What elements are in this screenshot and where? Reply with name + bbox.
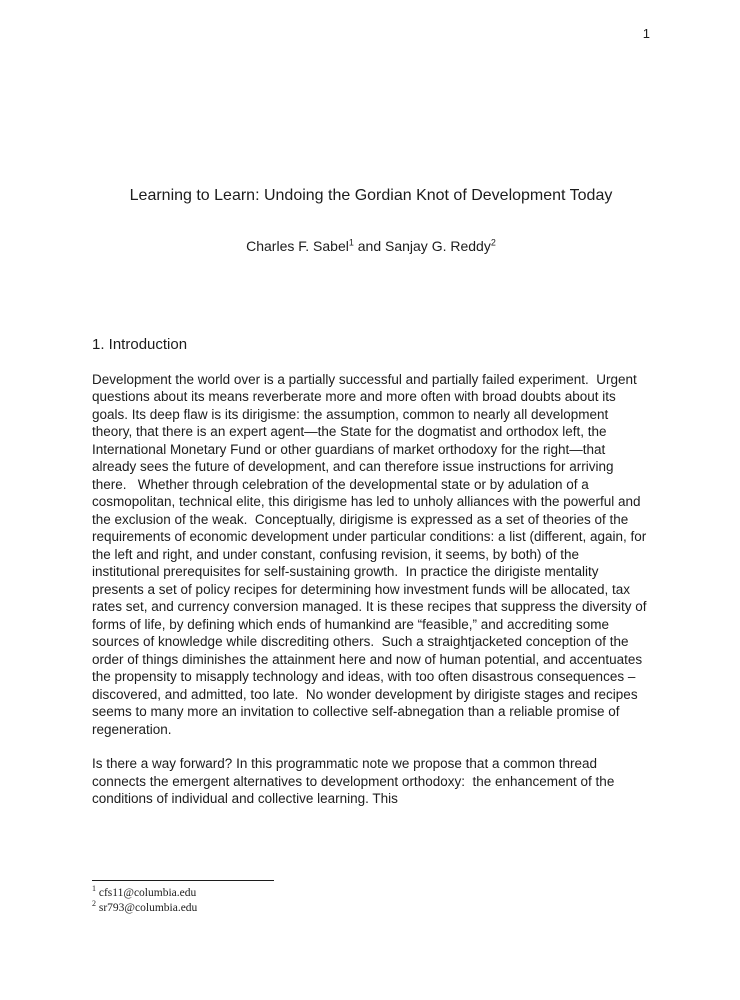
footnotes-section <box>92 880 650 916</box>
footnote-separator <box>92 880 274 881</box>
author-2-footnote-marker: 2 <box>490 237 496 248</box>
footnote-1-marker: 1 <box>92 884 96 894</box>
page-content <box>92 0 650 808</box>
author-connector: and <box>353 238 385 254</box>
footnote-2-marker: 2 <box>92 899 96 909</box>
paragraph-1: Development the world over is a partially successful and partially failed experiment. Urgent questions about its means reverberate more and more often with broad doubts about its goals. Its deep flaw is its dirigisme: the assumption, common to nearly all development theory, that there is an expert agent—the State for the dogmatist and orthodox left, the International Monetary Fund or other guardians of market orthodoxy for the right—that already sees the future of development, and can therefore issue instructions for arriving there. Whether through celebration of the developmental state or by adulation of a cosmopolitan, technical elite, this dirigisme has led to unholy alliances with the powerful and the exclusion of the weak. Conceptually, dirigisme is expressed as a set of theories of the requirements of economic development under particular conditions: a list (different, again, for the left and right, and under constant, confusing revision, it seems, by both) of the institutional prerequisites for self-sustaining growth. In practice the dirigiste mentality presents a set of policy recipes for determining how investment funds will be allocated, tax rates set, and currency conversion managed. It is these recipes that suppress the diversity of forms of life, by defining which ends of humankind are “feasible,” and accrediting some sources of knowledge while discrediting others. Such a straightjacketed conception of the order of things diminishes the attainment here and now of human potential, and accentuates the propensity to misapply technology and ideas, with too often disastrous consequences – discovered, and admitted, too late. No wonder development by dirigiste stages and recipes seems to many more an invitation to collective self-abnegation than a reliable promise of regeneration. <box>92 371 651 737</box>
author-1-footnote-marker: 1 <box>348 237 354 248</box>
section-heading-introduction: 1. Introduction <box>92 335 188 353</box>
footnote-2 <box>92 901 650 916</box>
footnote-1 <box>92 886 650 901</box>
paragraph-2: Is there a way forward? In this programmatic note we propose that a common thread connects the emergent alternatives to development orthodoxy: the enhancement of the conditions of individual and collective learning. This <box>92 756 619 806</box>
page-number: 1 <box>642 26 650 41</box>
paper-title: Learning to Learn: Undoing the Gordian Knot of Development Today <box>129 187 613 204</box>
author-2: Sanjay G. Reddy <box>385 238 491 254</box>
footnote-1-text: cfs11@columbia.edu <box>98 887 197 899</box>
author-1: Charles F. Sabel <box>246 238 349 254</box>
author-line <box>92 238 650 256</box>
footnote-2-text: sr793@columbia.edu <box>98 902 198 914</box>
